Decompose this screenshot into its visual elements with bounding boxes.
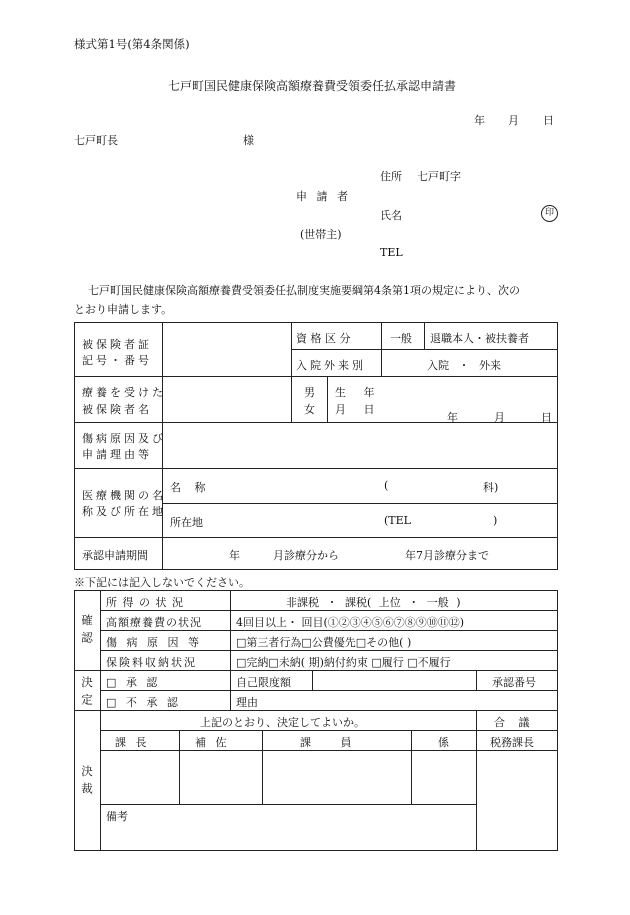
office-use-note: ※下記には記入しないでください。 xyxy=(74,576,250,589)
qualification-retired: 退職本人・被扶養者 xyxy=(430,332,529,345)
seal-box-staff[interactable] xyxy=(263,751,410,803)
sex-male[interactable]: 男 xyxy=(304,386,315,399)
remarks-label: 備考 xyxy=(106,810,128,823)
period-year: 年 xyxy=(229,549,240,562)
dob-month: 月 xyxy=(494,411,505,424)
applicant-tel-label: TEL xyxy=(380,246,403,259)
dob-label-1: 生 年 xyxy=(335,386,375,399)
date-year-label: 年 xyxy=(474,114,485,127)
premium-label: 保険料収納状況 xyxy=(106,656,197,669)
form-number: 様式第1号(第4条関係) xyxy=(74,37,190,51)
institution-tel-close: ) xyxy=(493,514,498,527)
patient-label-2: 被保険者名 xyxy=(82,403,152,416)
approval-number-label: 承認番号 xyxy=(492,676,536,689)
settlement-question: 上記のとおり、決定してよいか。 xyxy=(200,716,365,729)
institution-name-label: 名 称 xyxy=(170,481,206,494)
addressee: 七戸町長 xyxy=(74,134,118,147)
seal-box-deputy[interactable] xyxy=(180,751,261,803)
cause-field[interactable] xyxy=(163,423,557,467)
seal-mark: 印 xyxy=(541,205,558,222)
column-tax-chief: 税務課長 xyxy=(490,736,534,749)
patient-label-1: 療養を受けた xyxy=(82,386,166,399)
cause-label-2: 申請理由等 xyxy=(82,448,152,461)
column-section-chief: 課 長 xyxy=(115,736,147,749)
applicant-household-label: (世帯主) xyxy=(300,228,342,241)
period-from: 月診療分から xyxy=(273,549,339,562)
insured-cert-label-1: 被保険者証 xyxy=(82,338,152,351)
inout-value: 入院 ・ 外来 xyxy=(427,359,501,372)
dob-year: 年 xyxy=(447,411,458,424)
institution-tel-open: (TEL xyxy=(384,514,411,527)
decision-section-label: 決定 xyxy=(80,676,94,711)
sex-female[interactable]: 女 xyxy=(304,403,315,416)
applicant-address-value: 七戸町字 xyxy=(417,170,461,183)
consultation-label: 合 議 xyxy=(494,716,530,729)
period-to: 年7月診療分まで xyxy=(405,549,489,562)
seal-box-tax-chief[interactable] xyxy=(477,751,557,850)
qualification-label: 資 格 区 分 xyxy=(296,332,351,345)
qualification-general: 一般 xyxy=(390,332,412,345)
column-staff: 課 員 xyxy=(300,736,352,749)
insured-cert-number-field[interactable] xyxy=(163,323,290,375)
period-label: 承認申請期間 xyxy=(82,549,148,562)
injury-label: 傷 病 原 因 等 xyxy=(106,636,199,649)
applicant-role-label: 申 請 者 xyxy=(296,190,351,203)
institution-label-2: 称及び所在地 xyxy=(82,505,166,518)
income-label: 所 得 の 状 況 xyxy=(106,596,183,609)
approve-checkbox-label[interactable]: □ 承 認 xyxy=(106,676,158,689)
dob-label-2: 月 日 xyxy=(335,403,375,416)
statement-line-1: 七戸町国民健康保険高額療養費受領委任払制度実施要綱第4条第1項の規定により、次の xyxy=(88,284,520,297)
column-clerk: 係 xyxy=(438,736,449,749)
premium-value: □完納□未納( 期)納付約束 □履行 □不履行 xyxy=(236,656,451,669)
seal-box-clerk[interactable] xyxy=(412,751,475,803)
applicant-address-label: 住所 xyxy=(380,170,402,183)
institution-dept-close: 科) xyxy=(483,481,499,494)
date-month-label: 月 xyxy=(508,114,519,127)
reason-label: 理由 xyxy=(236,696,258,709)
applicant-name-label: 氏名 xyxy=(380,209,402,222)
form-title: 七戸町国民健康保険高額療養費受領委任払承認申請書 xyxy=(168,79,457,93)
inout-label: 入院外来別 xyxy=(296,359,366,372)
institution-label-1: 医療機関の名 xyxy=(82,489,166,502)
statement-line-2: とおり申請します。 xyxy=(74,303,173,316)
settlement-section-label: 決裁 xyxy=(80,765,94,800)
institution-dept-open: ( xyxy=(384,479,389,492)
cause-label-1: 傷病原因及び xyxy=(82,432,166,445)
income-value: 非課税 ・ 課税( 上位 ・ 一般 ) xyxy=(286,596,461,609)
date-day-label: 日 xyxy=(543,114,554,127)
highcost-value: 4回目以上・ 回目(①②③④⑤⑥⑦⑧⑨⑩⑪⑫) xyxy=(236,616,465,629)
column-deputy: 補 佐 xyxy=(195,736,227,749)
addressee-honorific: 様 xyxy=(243,134,254,147)
injury-value: □第三者行為□公費優先□その他( ) xyxy=(236,636,412,649)
insured-cert-label-2: 記号・番号 xyxy=(82,354,152,367)
reject-checkbox-label[interactable]: □ 不 承 認 xyxy=(106,696,178,709)
patient-name-field[interactable] xyxy=(163,377,290,421)
dob-day: 日 xyxy=(541,411,552,424)
self-limit-label: 自己限度額 xyxy=(236,676,291,689)
seal-box-chief[interactable] xyxy=(101,751,178,803)
highcost-label: 高額療養費の状況 xyxy=(106,616,202,629)
institution-location-label: 所在地 xyxy=(170,516,203,529)
confirm-section-label: 確認 xyxy=(80,614,94,649)
